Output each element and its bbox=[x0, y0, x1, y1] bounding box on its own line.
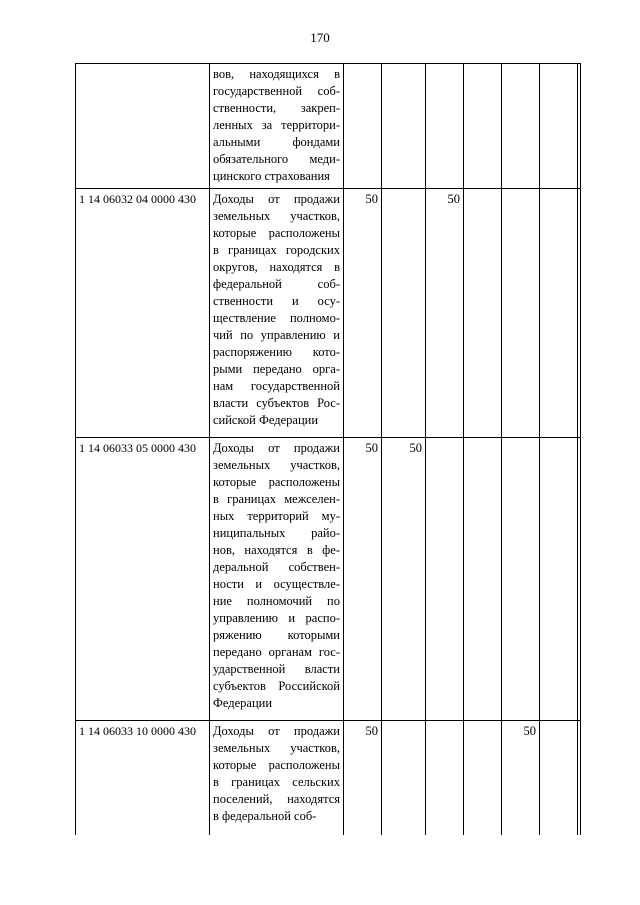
value-cell bbox=[464, 64, 502, 189]
revenue-name-line: ственности и осу- bbox=[213, 294, 340, 308]
revenue-name-line: которые расположены bbox=[213, 758, 340, 772]
revenue-name-line: ние полномочий по bbox=[213, 594, 340, 608]
value-cell bbox=[382, 64, 426, 189]
kbk-code-cell: 1 14 06033 05 0000 430 bbox=[76, 438, 210, 721]
revenue-name-line: земельных участков, bbox=[213, 741, 340, 755]
value-cell bbox=[464, 438, 502, 721]
revenue-name-line: земельных участков, bbox=[213, 458, 340, 472]
revenue-name-line: поселений, находятся bbox=[213, 792, 340, 806]
revenue-name-line: ряжению которыми bbox=[213, 628, 340, 642]
value-cell bbox=[344, 64, 382, 189]
revenue-name-line: альными фондами bbox=[213, 135, 340, 149]
revenue-name-line: ности и осуществле- bbox=[213, 577, 340, 591]
value-cell bbox=[382, 189, 426, 438]
revenue-name-cell bbox=[210, 64, 344, 189]
value-cell bbox=[578, 721, 581, 836]
revenue-name-line: субъектов Российской bbox=[213, 679, 340, 693]
revenue-name-line: обязательного меди- bbox=[213, 152, 340, 166]
value-cell: 50 bbox=[344, 189, 382, 438]
value-cell bbox=[540, 64, 578, 189]
table-row bbox=[76, 721, 581, 836]
kbk-code-cell bbox=[76, 64, 210, 189]
revenue-name-line: деральной собствен- bbox=[213, 560, 340, 574]
value-cell: 50 bbox=[382, 438, 426, 721]
value-cell: 50 bbox=[344, 721, 382, 836]
value-cell bbox=[426, 721, 464, 836]
kbk-code-cell: 1 14 06032 04 0000 430 bbox=[76, 189, 210, 438]
value-cell bbox=[426, 438, 464, 721]
revenue-name-line: ных территорий му- bbox=[213, 509, 340, 523]
revenue-name-line: Федерации bbox=[213, 696, 273, 710]
revenue-name-line: округов, находятся в bbox=[213, 260, 340, 274]
revenue-name-line: ударственной власти bbox=[213, 662, 340, 676]
revenue-name-line: сийской Федерации bbox=[213, 413, 319, 427]
value-cell bbox=[464, 721, 502, 836]
value-cell bbox=[502, 189, 540, 438]
revenue-name-line: нам государственной bbox=[213, 379, 340, 393]
value-cell bbox=[578, 64, 581, 189]
value-cell bbox=[426, 64, 464, 189]
revenue-name-cell bbox=[210, 438, 344, 721]
value-cell bbox=[578, 438, 581, 721]
table-body bbox=[76, 64, 581, 836]
revenue-name-line: Доходы от продажи bbox=[213, 192, 340, 206]
revenue-name-line: передано органам гос- bbox=[213, 645, 340, 659]
revenue-name-line: ственности, закреп- bbox=[213, 101, 340, 115]
revenue-table bbox=[75, 63, 581, 835]
revenue-name-line: которые расположены bbox=[213, 226, 340, 240]
revenue-name-line: чий по управлению и bbox=[213, 328, 340, 342]
table-row bbox=[76, 438, 581, 721]
revenue-name-line: власти субъектов Рос- bbox=[213, 396, 340, 410]
value-cell: 50 bbox=[502, 721, 540, 836]
revenue-name-line: ленных за территори- bbox=[213, 118, 340, 132]
revenue-name-line: Доходы от продажи bbox=[213, 724, 340, 738]
revenue-name-cell bbox=[210, 721, 344, 836]
revenue-name-line: в границах межселен- bbox=[213, 492, 340, 506]
value-cell bbox=[464, 189, 502, 438]
revenue-name-line: которые расположены bbox=[213, 475, 340, 489]
revenue-name-line: ществление полномо- bbox=[213, 311, 340, 325]
page-number: 170 bbox=[310, 30, 330, 45]
revenue-name-line: управлению и распо- bbox=[213, 611, 340, 625]
revenue-name-line: земельных участков, bbox=[213, 209, 340, 223]
revenue-name-line: Доходы от продажи bbox=[213, 441, 340, 455]
value-cell bbox=[540, 438, 578, 721]
table-row bbox=[76, 189, 581, 438]
value-cell bbox=[382, 721, 426, 836]
revenue-name-line: нов, находятся в фе- bbox=[213, 543, 340, 557]
value-cell bbox=[578, 189, 581, 438]
revenue-name-line: в федеральной соб- bbox=[213, 809, 317, 823]
revenue-name-line: в границах городских bbox=[213, 243, 340, 257]
value-cell: 50 bbox=[426, 189, 464, 438]
value-cell: 50 bbox=[344, 438, 382, 721]
value-cell bbox=[540, 189, 578, 438]
revenue-name-line: цинского страхования bbox=[213, 169, 330, 183]
revenue-name-cell bbox=[210, 189, 344, 438]
kbk-code-cell: 1 14 06033 10 0000 430 bbox=[76, 721, 210, 836]
value-cell bbox=[502, 438, 540, 721]
revenue-name-line: вов, находящихся в bbox=[213, 67, 340, 81]
revenue-name-line: государственной соб- bbox=[213, 84, 340, 98]
revenue-name-line: федеральной соб- bbox=[213, 277, 340, 291]
revenue-name-line: ниципальных райо- bbox=[213, 526, 340, 540]
table-row bbox=[76, 64, 581, 189]
value-cell bbox=[540, 721, 578, 836]
value-cell bbox=[502, 64, 540, 189]
revenue-name-line: в границах сельских bbox=[213, 775, 340, 789]
revenue-name-line: распоряжению кото- bbox=[213, 345, 340, 359]
revenue-name-line: рыми передано орга- bbox=[213, 362, 340, 376]
